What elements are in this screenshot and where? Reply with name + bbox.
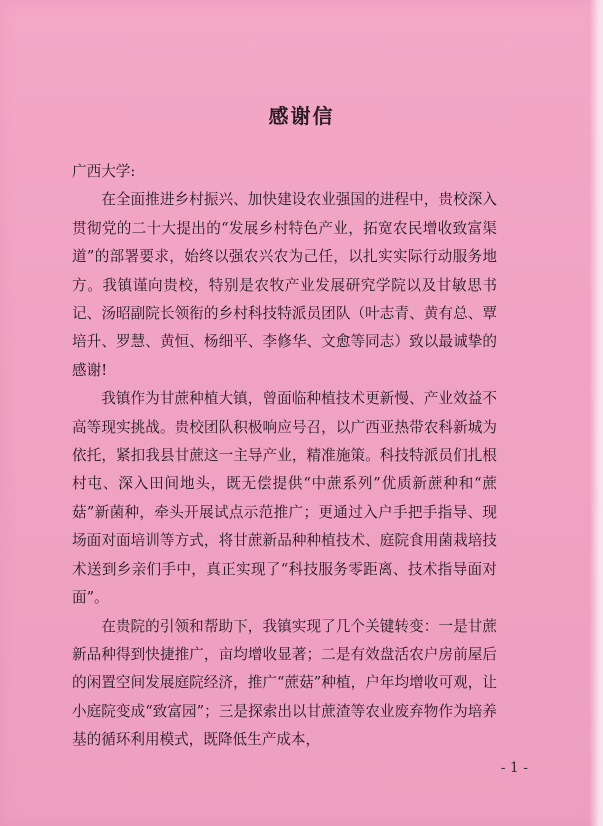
letter-title: 感谢信 [268,104,335,128]
page-number: - 1 - [500,760,528,776]
salutation: 广西大学: [72,163,136,180]
paragraph-1: 在全面推进乡村振兴、加快建设农业强国的进程中，贵校深入贯彻党的二十大提出的“发展乡村特色产业，拓宽农民增收致富渠道”的部署要求，始终以强农兴农为己任，以扎实实际行动服务地方。我镇谨向贵校，特别是农牧产业发展研究学院以及甘敏思书记、汤昭副院长领衔的乡村科技特派员团队（叶志青、黄有总、覃培升、罗慧、黄恒、杨细平、李修华、文愈等同志）致以最诚挚的感谢! [72,191,497,379]
letter-body [72,158,497,755]
paragraph-3: 在贵院的引领和帮助下，我镇实现了几个关键转变：一是甘蔗新品种得到快捷推广，亩均增收显著；二是有效盘活农户房前屋后的闲置空间发展庭院经济，推广“蔗菇”种植，户年均增收可观，让小庭院变成“致富园”；三是探索出以甘蔗渣等农业废弃物作为培养基的循环利用模式，既降低生产成本， [72,617,497,749]
paragraph-2: 我镇作为甘蔗种植大镇，曾面临种植技术更新慢、产业效益不高等现实挑战。贵校团队积极响应号召，以广西亚热带农科新城为依托，紧扣我县甘蔗这一主导产业，精准施策。科技特派员们扎根村屯、深入田间地头，既无偿提供“中蔗系列”优质新蔗种和“蔗菇”新菌种，牵头开展试点示范推广；更通过入户手把手指导、现场面对面培训等方式，将甘蔗新品种种植技术、庭院食用菌栽培技术送到乡亲们手中，真正实现了“科技服务零距离、技术指导面对面”。 [72,390,497,607]
